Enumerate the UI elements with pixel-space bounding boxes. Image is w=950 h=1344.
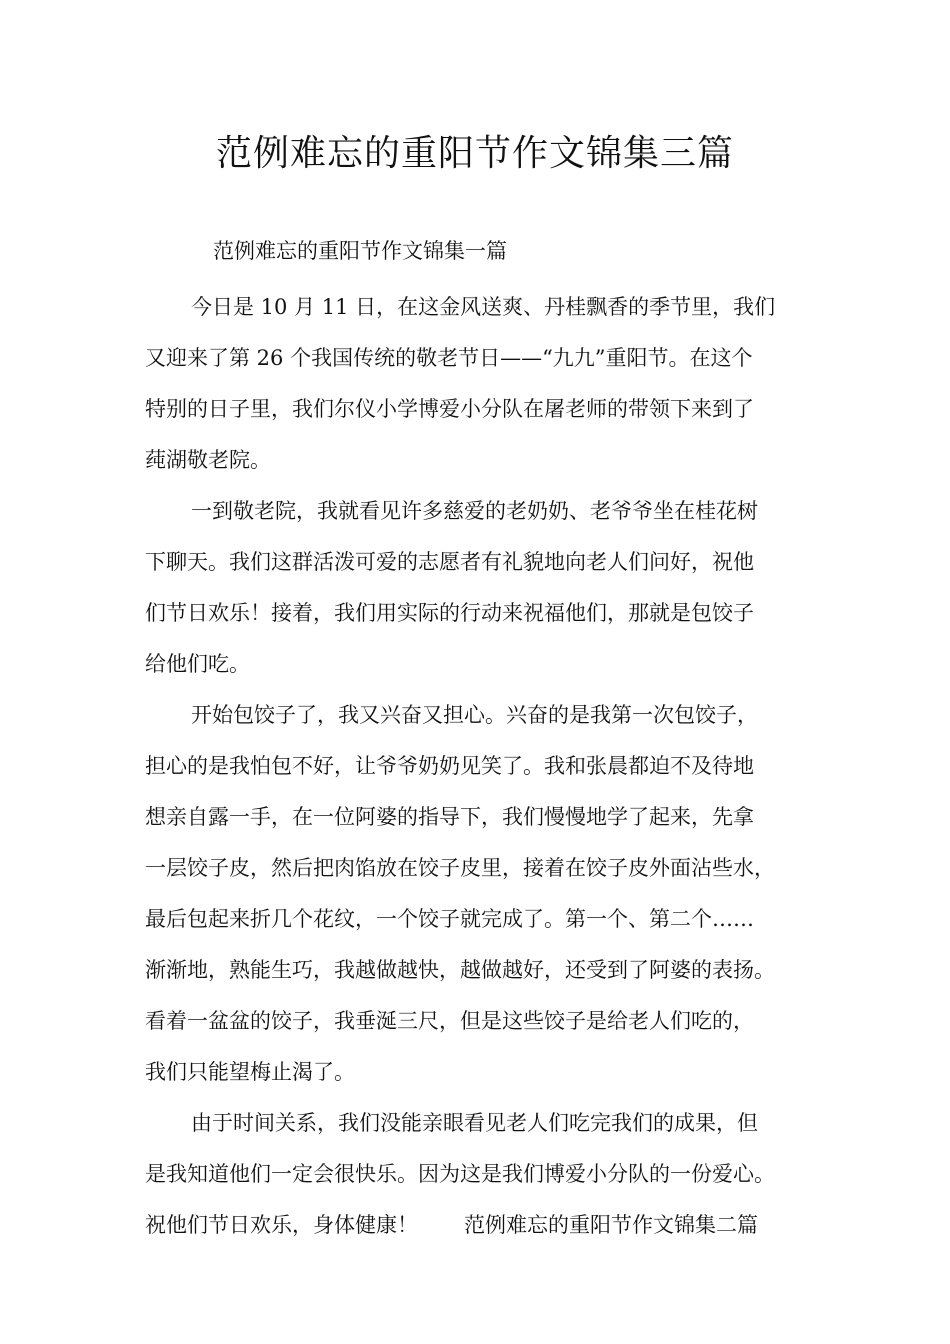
- section-heading: 范例难忘的重阳节作文锦集二篇: [464, 1213, 758, 1237]
- paragraph-line: 我们只能望梅止渴了。: [145, 1060, 355, 1084]
- paragraph-line: 莼湖敬老院。: [145, 448, 271, 472]
- paragraph-line: 想亲自露一手，在一位阿婆的指导下，我们慢慢地学了起来，先拿: [145, 805, 754, 829]
- paragraph-line: 下聊天。我们这群活泼可爱的志愿者有礼貌地向老人们问好，祝他: [145, 550, 754, 574]
- paragraph-line: 今日是 10 月 11 日，在这金风送爽、丹桂飘香的季节里，我们: [191, 295, 776, 319]
- paragraph-line: 是我知道他们一定会很快乐。因为这是我们博爱小分队的一份爱心。: [145, 1162, 775, 1186]
- paragraph-line: 看着一盆盆的饺子，我垂涎三尺，但是这些饺子是给老人们吃的，: [145, 1009, 754, 1033]
- paragraph-line: 一层饺子皮，然后把肉馅放在饺子皮里，接着在饺子皮外面沾些水，: [145, 856, 775, 880]
- paragraph-line: 给他们吃。: [145, 652, 250, 676]
- paragraph-line: 们节日欢乐！接着，我们用实际的行动来祝福他们，那就是包饺子: [145, 601, 754, 625]
- paragraph-line: 最后包起来折几个花纹，一个饺子就完成了。第一个、第二个……: [145, 907, 754, 931]
- paragraph-line: 又迎来了第 26 个我国传统的敬老节日——“九九”重阳节。在这个: [145, 346, 753, 370]
- paragraph-line: 特别的日子里，我们尔仪小学博爱小分队在屠老师的带领下来到了: [145, 397, 754, 421]
- paragraph-line: 由于时间关系，我们没能亲眼看见老人们吃完我们的成果，但: [191, 1111, 758, 1135]
- paragraph-line-text: 祝他们节日欢乐，身体健康！: [145, 1213, 418, 1237]
- paragraph-line: 一到敬老院，我就看见许多慈爱的老奶奶、老爷爷坐在桂花树: [191, 499, 758, 523]
- section-heading: 范例难忘的重阳节作文锦集一篇: [213, 239, 507, 263]
- paragraph-line: 开始包饺子了，我又兴奋又担心。兴奋的是我第一次包饺子，: [191, 703, 758, 727]
- document-body: [145, 232, 835, 1257]
- paragraph-line: 担心的是我怕包不好，让爷爷奶奶见笑了。我和张晨都迫不及待地: [145, 754, 754, 778]
- paragraph-line: 渐渐地，熟能生巧，我越做越快，越做越好，还受到了阿婆的表扬。: [145, 958, 775, 982]
- closing-line: [145, 1206, 835, 1257]
- document-title: 范例难忘的重阳节作文锦集三篇: [215, 133, 734, 174]
